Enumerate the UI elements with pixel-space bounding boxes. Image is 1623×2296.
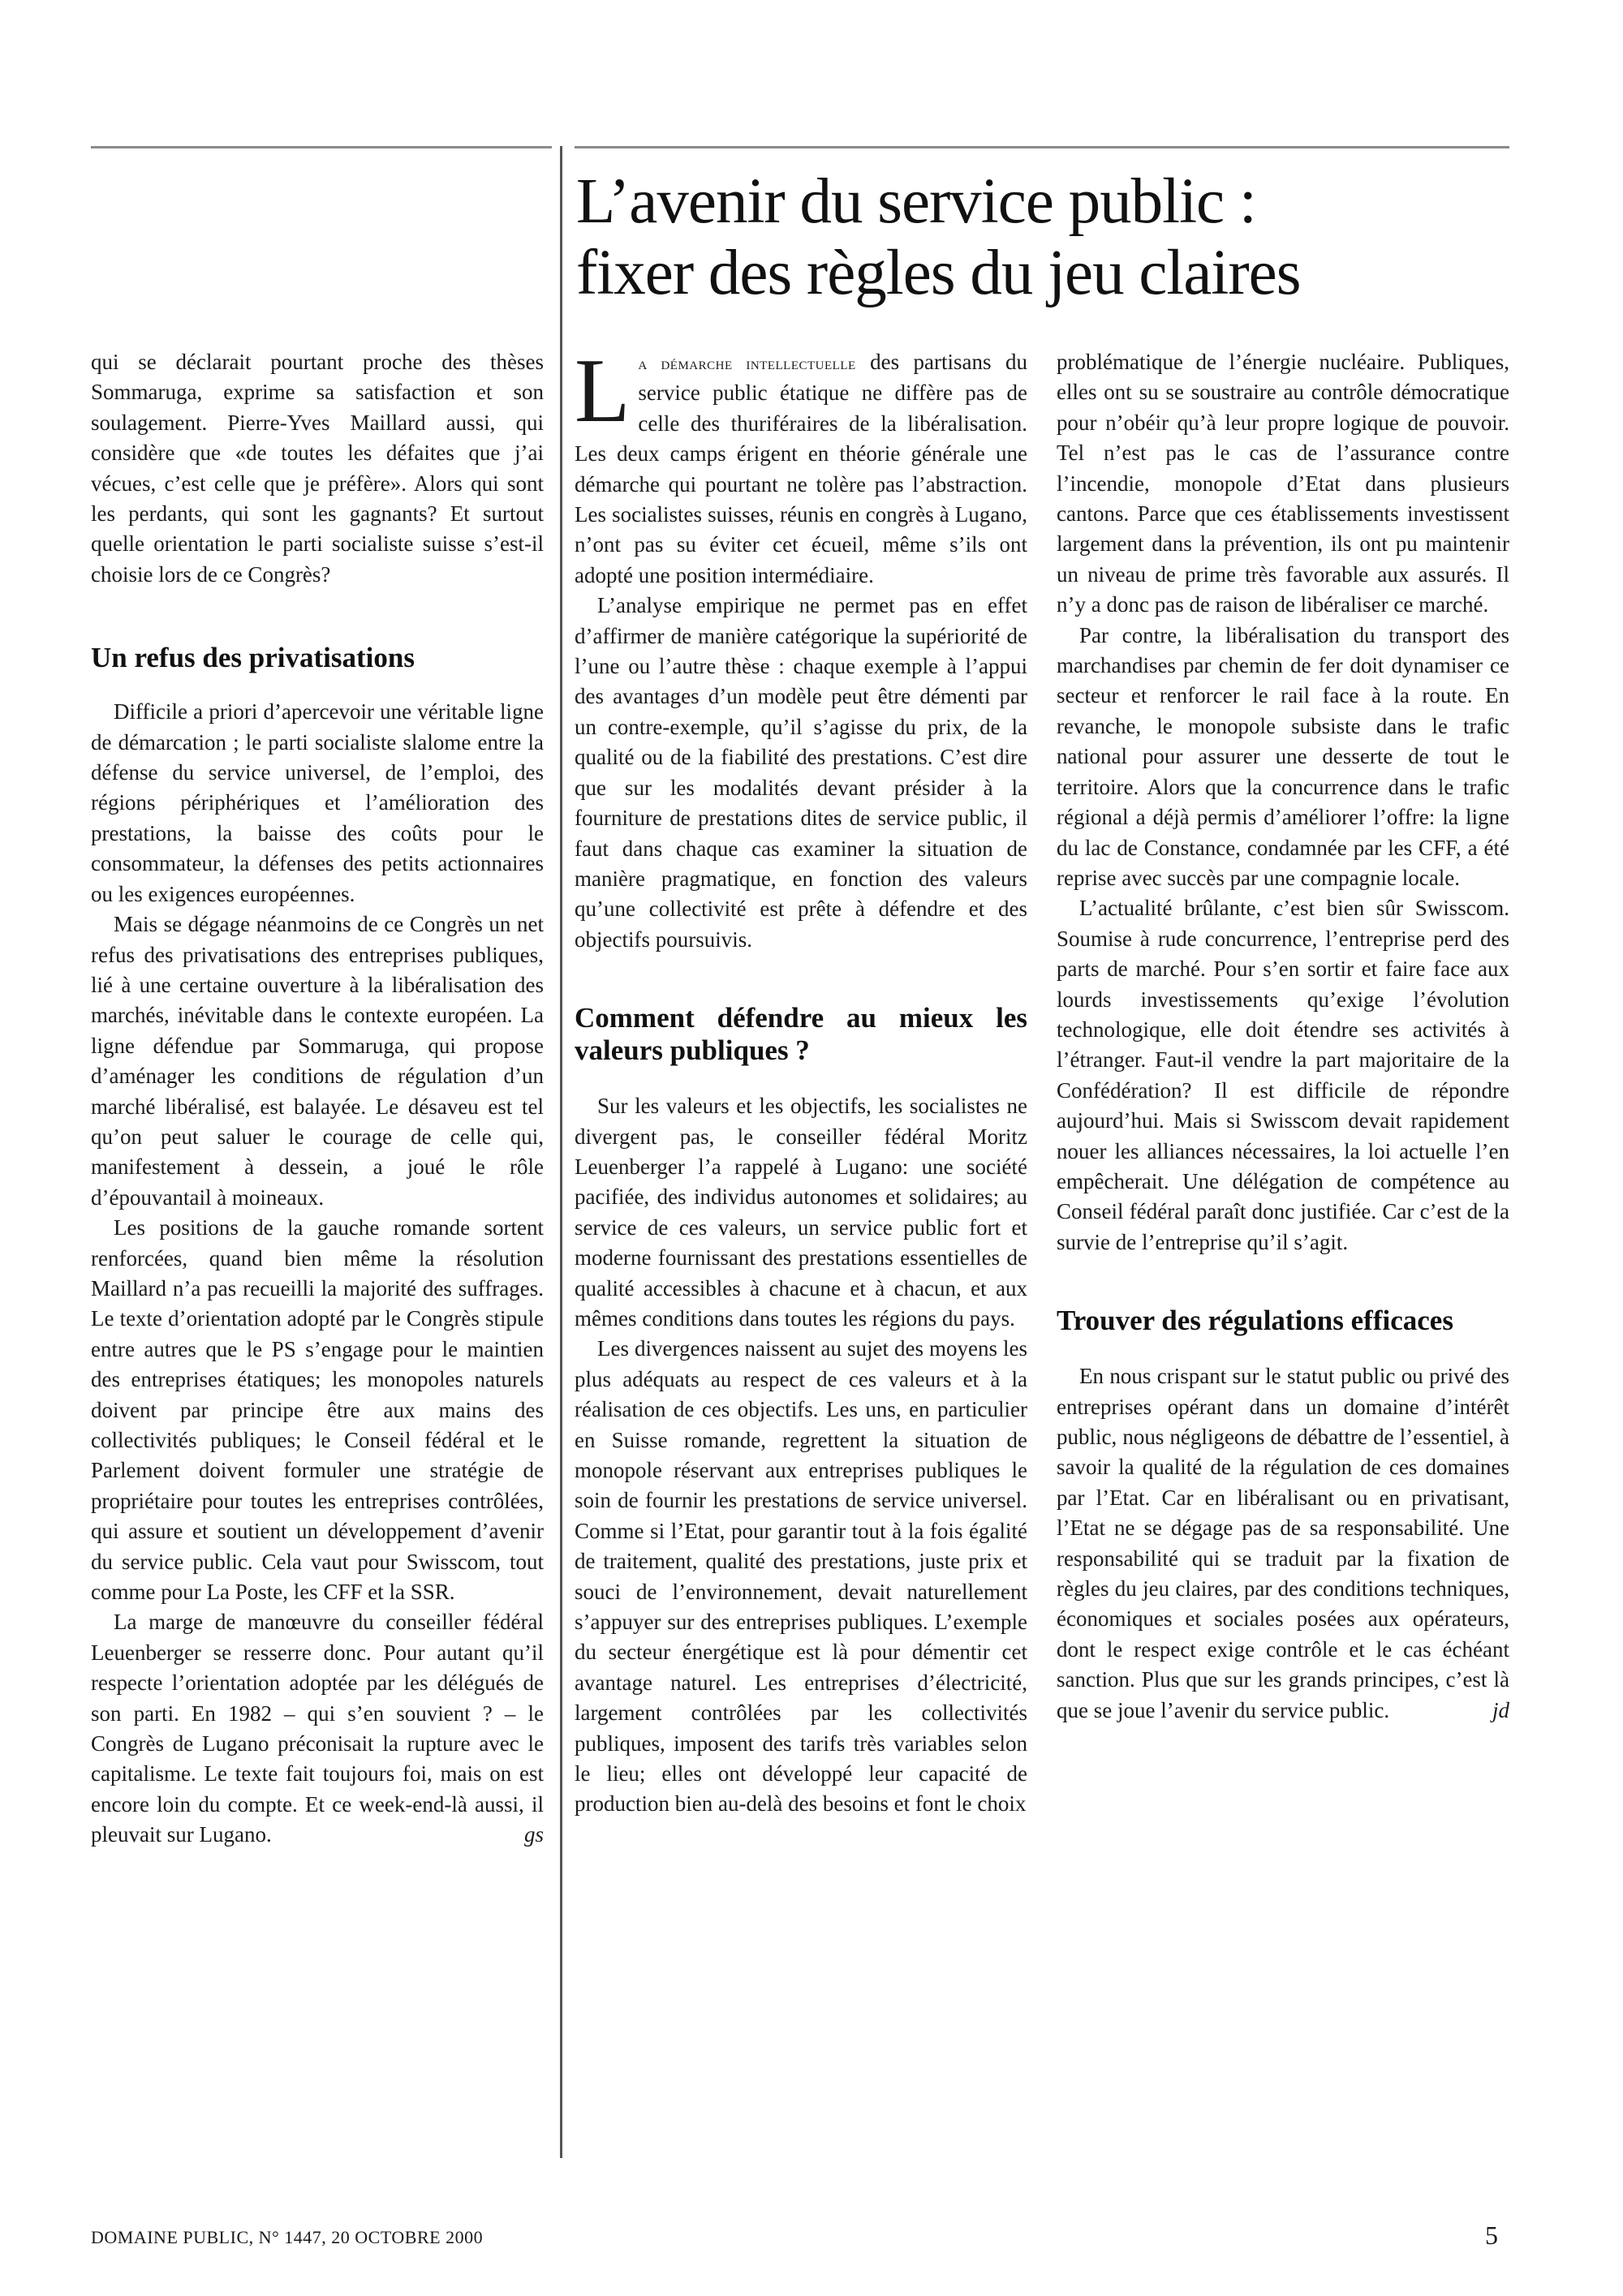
article-title-line2: fixer des règles du jeu claires (576, 238, 1301, 308)
col2-paragraph-1-text: des partisans du service public étatique ne diffère pas de celle des thuriféraires de la libéralisation. Les deux camps érigent en théorie générale une démarche qui pourtant ne tolère pas l’abstraction. Les socialistes suisses, réunis en congrès à Lugano, n’ont pas su éviter cet écueil, même s’ils ont adopté une position intermédiaire. (575, 350, 1027, 587)
footer-publication: DOMAINE PUBLIC, N° 1447, 20 OCTOBRE 2000 (91, 2227, 484, 2247)
col3-paragraph-4 (1057, 1361, 1509, 1726)
col1-paragraph-3: Mais se dégage néanmoins de ce Congrès un net refus des privatisations des entreprises publiques, lié à une certaine ouverture à la libéralisation des marchés, inévitable dans le contexte européen. La ligne défendue par Sommaruga, qui propose d’aménager les conditions de régulation d’un marché libéralisé, est balayée. Le désaveu est tel qu’on peut saluer le courage de celle qui, manifestement à dessein, a joué le rôle d’épouvantail à moineaux. (91, 912, 544, 1210)
col2-paragraph-4: Les divergences naissent au sujet des moyens les plus adéquats au respect de ces valeurs et à la réalisation de ces objectifs. Les uns, en particulier en Suisse romande, regrettent la situation de monopole réservant aux entreprises publiques le soin de fournir les prestations de service universel. Comme si l’Etat, pour garantir tout à la fois égalité de traitement, qualité des prestations, juste prix et souci de l’environnement, devait naturellement s’appuyer sur des entreprises publiques. L’exemple du secteur énergétique est là pour démentir cet avantage naturel. Les entreprises d’électricité, largement contrôlées par les collectivités publiques, imposent des tarifs très variables selon le lieu; elles ont développé leur capacité de production bien au-delà des besoins et font le choix (575, 1336, 1027, 1817)
col2-heading: Comment défendre au mieux les valeurs publiques ? (575, 1002, 1027, 1067)
col2-lead-smallcaps: a démarche intellectuelle (638, 353, 856, 373)
col2-paragraph-3: Sur les valeurs et les objectifs, les socialistes ne divergent pas, le conseiller fédéral Moritz Leuenberger l’a rappelé à Lugano: une société pacifiée, des individus autonomes et solidaires; au service de ces valeurs, un service public fort et moderne fournissant des prestations essentielles de qualité accessibles à chacune et à chacun, et aux mêmes conditions dans toutes les régions du pays. (575, 1094, 1027, 1331)
col1-paragraph-2: Difficile a priori d’apercevoir une véritable ligne de démarcation ; le parti socialiste slalome entre la défense du service universel, de l’emploi, des régions périphériques et l’amélioration des prestations, la baisse des coûts pour le consommateur, la défenses des petits actionnaires ou les exigences européennes. (91, 699, 544, 906)
column-right (1057, 347, 1509, 1726)
col3-paragraph-2: Par contre, la libéralisation du transport des marchandises par chemin de fer doit dynamiser ce secteur et renforcer le rail face à la route. En revanche, le monopole subsiste dans le trafic national pour assurer une desserte de tout le territoire. Alors que la concurrence dans le trafic régional a déjà permis d’améliorer l’offre: la ligne du lac de Constance, condamnée par les CFF, a été reprise avec succès par une compagnie locale. (1057, 622, 1509, 890)
col3-signature: jd (1492, 1697, 1509, 1722)
column-divider (560, 146, 562, 2158)
column-left (91, 347, 544, 1851)
article-title-line1: L’avenir du service public : (576, 166, 1256, 237)
col1-paragraph-5 (91, 1607, 544, 1850)
col1-paragraph-1: qui se déclarait pourtant proche des thèses Sommaruga, exprime sa satisfaction et son soulagement. Pierre-Yves Maillard aussi, qui considère que «de toutes les défaites que j’ai vécues, c’est celle que je préfère». Alors qui sont les perdants, qui sont les gagnants? Et surtout quelle orientation le parti socialiste suisse s’est-il choisie lors de ce Congrès? (91, 350, 544, 587)
col3-heading: Trouver des régulations efficaces (1057, 1305, 1453, 1337)
top-rule-right (575, 146, 1509, 148)
col3-paragraph-4-text: En nous crispant sur le statut public ou privé des entreprises opérant dans un domaine d’intérêt public, nous négligeons de débattre de l’essentiel, à savoir la qualité de la régulation de ces domaines par l’Etat. Car en libéralisant ou en privatisant, l’Etat ne se dégage pas de sa responsabilité. Une responsabilité qui se traduit par la fixation de règles du jeu claires, par des conditions techniques, économiques et sociales posées aux opérateurs, dont le respect exige contrôle et le cas échéant sanction. Plus que sur les grands principes, c’est là que se joue l’avenir du service public. (1057, 1364, 1509, 1722)
col1-signature: gs (523, 1822, 544, 1847)
col2-paragraph-1 (575, 341, 1027, 591)
article-title (576, 166, 1509, 309)
column-middle (575, 341, 1027, 1820)
dropcap: L (575, 341, 631, 441)
col3-paragraph-1: problématique de l’énergie nucléaire. Publiques, elles ont su se soustraire au contrôle démocratique pour n’obéir qu’à leur propre logique de pouvoir. Tel n’est pas le cas de l’assurance contre l’incendie, monopole d’Etat dans plusieurs cantons. Parce que ces établissements investissent largement dans la prévention, ils ont pu maintenir un niveau de prime très favorable aux assurés. Il n’y a donc pas de raison de libéraliser ce marché. (1057, 350, 1509, 617)
col3-paragraph-3: L’actualité brûlante, c’est bien sûr Swisscom. Soumise à rude concurrence, l’entreprise perd des parts de marché. Pour s’en sortir et faire face aux lourds investissements qu’exige l’évolution technologique, elle doit étendre ses activités à l’étranger. Faut-il vendre la part majoritaire de la Confédération? Il est difficile de répondre aujourd’hui. Mais si Swisscom devait rapidement nouer les alliances nécessaires, la loi actuelle l’en empêcherait. Une délégation de compétence au Conseil fédéral paraît donc justifiée. Car c’est de la survie de l’entreprise qu’il s’agit. (1057, 896, 1509, 1254)
page-number: 5 (1485, 2221, 1498, 2250)
col1-heading: Un refus des privatisations (91, 642, 415, 674)
col1-paragraph-5-text: La marge de manœuvre du conseiller fédéral Leuenberger se resserre donc. Pour autant qu’il respecte l’orientation adoptée par les délégués de son parti. En 1982 – qui s’en souvient ? – le Congrès de Lugano préconisait la rupture avec le capitalisme. Le texte fait toujours foi, mais on est encore loin du compte. Et ce week-end-là aussi, il pleuvait sur Lugano. (91, 1610, 544, 1847)
col1-paragraph-4: Les positions de la gauche romande sortent renforcées, quand bien même la résolution Maillard n’a pas recueilli la majorité des suffrages. Le texte d’orientation adopté par le Congrès stipule entre autres que le PS s’engage pour le maintien des entreprises étatiques; les monopoles naturels doivent par principe être aux mains des collectivités publiques; le Conseil fédéral et le Parlement doivent formuler une stratégie de propriétaire pour toutes les entreprises contrôlées, qui assure et soutient un développement d’avenir du service public. Cela vaut pour Swisscom, tout comme pour La Poste, les CFF et la SSR. (91, 1215, 544, 1605)
col2-paragraph-2: L’analyse empirique ne permet pas en effet d’affirmer de manière catégorique la supériorité de l’une ou l’autre thèse : chaque exemple à l’appui des avantages d’un modèle peut être démenti par un contre-exemple, qu’il s’agisse du prix, de la qualité ou de la fiabilité des prestations. C’est dire que sur les modalités devant présider à la fourniture de prestations dites de service public, il faut dans chaque cas examiner la situation de manière pragmatique, en fonction des valeurs qu’une collectivité est prête à défendre et des objectifs poursuivis. (575, 593, 1027, 952)
top-rule-left (91, 146, 552, 148)
